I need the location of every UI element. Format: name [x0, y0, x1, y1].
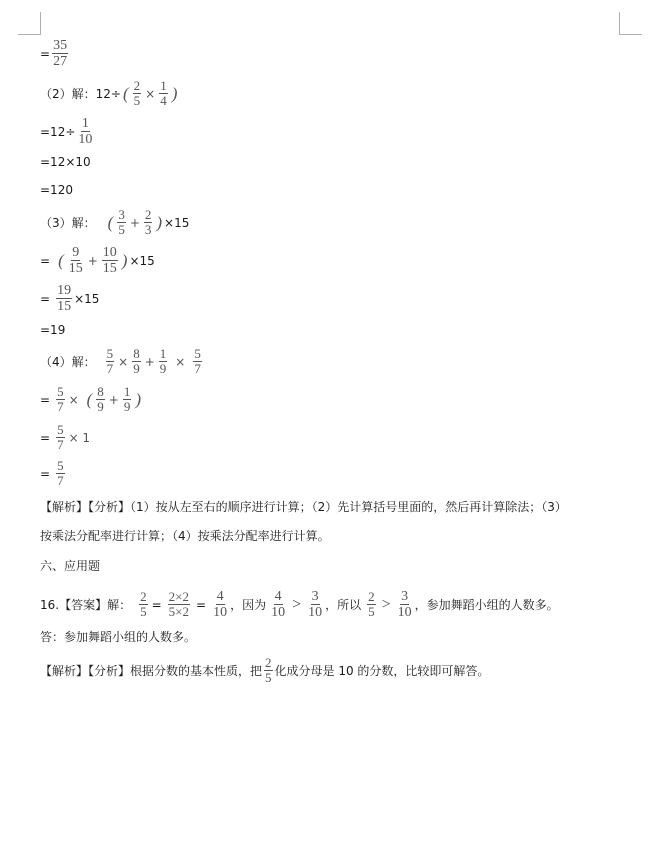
part3-result-line: =19 — [40, 323, 66, 337]
fraction: $\frac{8}{9}$ — [97, 384, 104, 414]
part4-step-line: = $\frac{5}{7}$ × 1 — [40, 422, 91, 452]
fraction: $\frac{5}{7}$ — [106, 346, 114, 376]
fraction: $\frac{1}{4}$ — [160, 78, 167, 108]
fraction: $\frac{19}{15}$ — [57, 283, 72, 314]
fraction: $\frac{1}{10}$ — [78, 116, 93, 147]
part3-step-line: = $\frac{19}{15}$ ×15 — [40, 283, 100, 314]
part3-step-line: = ( $\frac{9}{15}$ + $\frac{10}{15}$ ) ×15 — [40, 245, 155, 276]
fraction: $\frac{5}{7}$ — [57, 458, 64, 488]
part-label: （3）解： — [40, 215, 96, 230]
fraction: $\frac{1}{9}$ — [159, 346, 167, 376]
step-result-line — [40, 39, 70, 68]
fraction: $\frac{3}{5}$ — [118, 207, 125, 237]
part4-problem-line: （4）解： $\frac{5}{7}$ × $\frac{8}{9}$ + $\frac{1}{9}$ × $\frac{5}{7}$ — [40, 346, 201, 376]
part4-result-line: = $\frac{5}{7}$ — [40, 458, 64, 488]
part2-result-line: =120 — [40, 183, 73, 197]
fraction: $\frac{5}{7}$ — [194, 346, 201, 376]
part-label: （4）解： — [40, 354, 96, 369]
fraction: $\frac{8}{9}$ — [133, 346, 140, 376]
part2-step-line: =12×10 — [40, 155, 91, 169]
answer-line: 答：参加舞蹈小组的人数多。 — [40, 630, 197, 644]
fraction: $\frac{5}{7}$ — [57, 384, 64, 414]
section-title: 六、应用题 — [40, 559, 101, 573]
part2-step-line: =12÷ $\frac{1}{10}$ — [40, 116, 93, 147]
equals-sign: = — [40, 46, 51, 61]
fraction: $\frac{4}{10}$ — [271, 589, 286, 620]
fraction: $\frac{2}{5}$ — [265, 655, 272, 685]
fraction: $\frac{2}{5}$ — [368, 589, 375, 619]
fraction: $\frac{3}{10}$ — [308, 589, 323, 620]
page-corner-mark-left — [18, 12, 41, 35]
fraction: $\frac{2}{3}$ — [144, 207, 152, 237]
analysis-line: 按乘法分配率进行计算；（4）按乘法分配率进行计算。 — [40, 529, 330, 543]
fraction: $\frac{3}{10}$ — [397, 589, 412, 620]
fraction: $\frac{5}{7}$ — [57, 422, 64, 452]
fraction: $\frac{2}{5}$ — [133, 78, 141, 108]
part-label: （2）解： — [40, 86, 96, 101]
fraction: $\frac{2}{5}$ — [140, 589, 147, 619]
q16-answer-line: 16.【答案】解： $\frac{2}{5}$ = $\frac{2\times 2}{5\times 2}$ = $\frac{4}{10}$ ，因为 $\frac{4}{10}$ > $\frac{3}{10}$ ，所以 $\frac{2}{5}$ > $\frac{3}{10}$ ，参加舞蹈小组的人数多。 — [40, 589, 559, 620]
part4-step-line: = $\frac{5}{7}$ × ( $\frac{8}{9}$ + $\frac{1}{9}$ ) — [40, 384, 142, 414]
fraction: $\frac{4}{10}$ — [213, 589, 228, 620]
analysis-line: 【解析】【分析】（1）按从左至右的顺序进行计算；（2）先计算括号里面的，然后再计算除法；（3） — [40, 500, 567, 514]
page-corner-mark-right — [619, 12, 642, 35]
fraction: $\frac{1}{9}$ — [123, 384, 131, 414]
analysis-line: 【解析】【分析】根据分数的基本性质，把 $\frac{2}{5}$ 化成分母是 10 的分数，比较即可解答。 — [40, 655, 490, 685]
part3-problem-line: （3）解： ( $\frac{3}{5}$ + $\frac{2}{3}$ ) ×15 — [40, 207, 190, 237]
fraction: $\frac{9}{15}$ — [68, 245, 83, 276]
question-label: 16.【答案】解： — [40, 597, 132, 612]
fraction: $\frac{35}{27}$ — [53, 38, 68, 69]
fraction: $\frac{10}{15}$ — [102, 245, 117, 276]
fraction: $\frac{2\times 2}{5\times 2}$ — [168, 589, 189, 619]
part2-problem-line: （2）解： 12÷ ( $\frac{2}{5}$ × $\frac{1}{4}$ ) — [40, 78, 178, 108]
